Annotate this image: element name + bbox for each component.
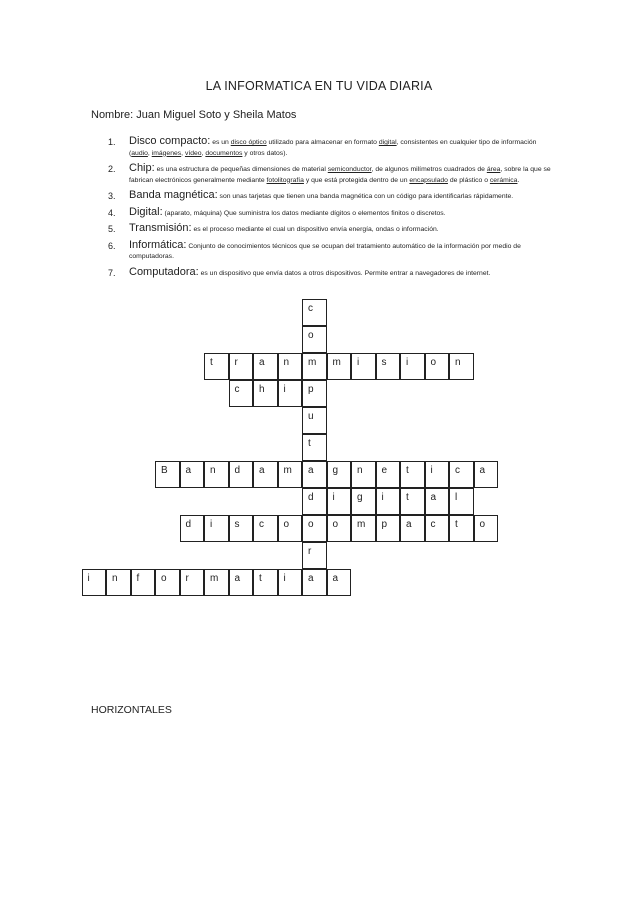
- crossword-cell: i: [204, 515, 229, 542]
- crossword-cell: t: [449, 515, 474, 542]
- definition-link-text: vídeo: [184, 149, 202, 157]
- definition-link-text: semiconductor: [327, 166, 372, 173]
- definition-text: .: [517, 176, 520, 184]
- crossword-cell: u: [302, 407, 327, 434]
- crossword-cell: r: [180, 569, 205, 596]
- crossword-cell: i: [425, 461, 450, 488]
- definition-text: de plástico o: [447, 176, 490, 184]
- crossword-cell: i: [278, 569, 303, 596]
- crossword-cell: i: [327, 488, 352, 515]
- crossword-cell: d: [229, 461, 254, 488]
- crossword-cell: o: [278, 515, 303, 542]
- crossword-cell: a: [253, 353, 278, 380]
- crossword-cell: o: [474, 515, 499, 542]
- definition-link-text: audio: [131, 149, 148, 157]
- crossword-cell: n: [278, 353, 303, 380]
- crossword-cell: m: [327, 353, 352, 380]
- definition-text: ,: [147, 149, 152, 157]
- definition-number: 1.: [108, 137, 116, 147]
- definition-text: es una estructura de pequeñas dimensiones de material: [154, 166, 328, 173]
- definition-text: es un: [210, 139, 231, 146]
- definition-number: 5.: [108, 224, 116, 234]
- crossword-cell: m: [278, 461, 303, 488]
- crossword-cell: s: [229, 515, 254, 542]
- crossword-cell: a: [400, 515, 425, 542]
- crossword-cell: n: [106, 569, 131, 596]
- definition-text: Conjunto de conocimientos técnicos que se ocupan del tratamiento automático de la información por medio de computadoras.: [129, 242, 521, 260]
- definition-term: Informática:: [129, 238, 187, 251]
- crossword-cell: a: [302, 461, 327, 488]
- crossword-cell: t: [400, 488, 425, 515]
- crossword-cell: m: [204, 569, 229, 596]
- definition-term: Transmisión:: [129, 222, 192, 234]
- crossword-cell: d: [180, 515, 205, 542]
- definition-text: es un dispositivo que envía datos a otros dispositivos. Permite entrar a navegadores de internet.: [198, 269, 491, 277]
- crossword-cell: i: [351, 353, 376, 380]
- definition-link-text: documentos: [205, 149, 243, 157]
- definition-text: es el proceso mediante el cual un dispositivo envía energía, ondas o información.: [191, 226, 439, 233]
- crossword-cell: t: [302, 434, 327, 461]
- crossword-cell: n: [449, 353, 474, 380]
- crossword-cell: t: [253, 569, 278, 596]
- definition-number: 6.: [108, 240, 116, 251]
- crossword-cell: l: [449, 488, 474, 515]
- definition-link-text: fotolitografía: [266, 176, 304, 184]
- crossword-cell: a: [180, 461, 205, 488]
- crossword-cell: d: [302, 488, 327, 515]
- definition-term: Banda magnética:: [129, 189, 218, 201]
- student-names: Nombre: Juan Miguel Soto y Sheila Matos: [91, 109, 297, 121]
- crossword-cell: n: [204, 461, 229, 488]
- definition-link-text: cerámica: [489, 176, 518, 184]
- definition-term: Disco compacto:: [129, 135, 211, 147]
- crossword-cell: t: [400, 461, 425, 488]
- crossword-cell: c: [425, 515, 450, 542]
- crossword-cell: c: [253, 515, 278, 542]
- crossword-cell: i: [82, 569, 107, 596]
- crossword-cell: B: [155, 461, 180, 488]
- crossword-cell: n: [351, 461, 376, 488]
- definition-number: 3.: [108, 191, 116, 201]
- definition-text: utilizado para almacenar en formato: [266, 139, 379, 146]
- crossword-cell: g: [351, 488, 376, 515]
- crossword-cell: i: [400, 353, 425, 380]
- crossword-cell: i: [278, 380, 303, 407]
- definition-text: (aparato, máquina) Que suministra los datos mediante dígitos o elementos finitos o discretos.: [162, 209, 446, 217]
- crossword-cell: a: [474, 461, 499, 488]
- definition-text: , de algunos milímetros cuadrados de: [371, 166, 487, 173]
- definition-number: 4.: [108, 207, 116, 218]
- definition-link-text: encapsulado: [409, 176, 448, 184]
- crossword-cell: s: [376, 353, 401, 380]
- crossword-cell: c: [449, 461, 474, 488]
- definition-text: ,: [201, 149, 206, 157]
- page-title: LA INFORMATICA EN TU VIDA DIARIA: [205, 79, 433, 93]
- definition-text: , consistentes en cualquier tipo de información (: [129, 139, 537, 157]
- crossword-cell: r: [229, 353, 254, 380]
- definition-text: y otros datos).: [242, 149, 288, 157]
- definition-link-text: área: [486, 166, 501, 173]
- crossword-cell: m: [351, 515, 376, 542]
- crossword-cell: a: [327, 569, 352, 596]
- crossword-cell: p: [302, 380, 327, 407]
- crossword-cell: o: [302, 326, 327, 353]
- crossword-cell: a: [302, 569, 327, 596]
- crossword-cell: i: [376, 488, 401, 515]
- definition-link-text: disco óptico: [230, 139, 267, 146]
- crossword-cell: a: [425, 488, 450, 515]
- definition-number: 7.: [108, 267, 116, 278]
- crossword-cell: o: [425, 353, 450, 380]
- crossword-cell: p: [376, 515, 401, 542]
- crossword-cell: g: [327, 461, 352, 488]
- definition-number: 2.: [108, 164, 116, 174]
- definition-term: Chip:: [129, 162, 155, 174]
- definition-text: ,: [181, 149, 185, 157]
- definition-term: Digital:: [129, 205, 163, 218]
- crossword-cell: c: [229, 380, 254, 407]
- crossword-cell: e: [376, 461, 401, 488]
- definition-term: Computadora:: [129, 265, 199, 278]
- definition-text: y que está protegida dentro de un: [303, 176, 410, 184]
- crossword-cell: o: [327, 515, 352, 542]
- definition-text: son unas tarjetas que tienen una banda magnética con un código para identificarlas rápidamente.: [217, 193, 514, 200]
- crossword-cell: c: [302, 299, 327, 326]
- crossword-cell: r: [302, 542, 327, 569]
- crossword-cell: f: [131, 569, 156, 596]
- crossword-cell: o: [302, 515, 327, 542]
- definition-text: , sobre la que se fabrican electrónicos generalmente mediante: [129, 166, 551, 184]
- crossword-cell: t: [204, 353, 229, 380]
- horizontales-heading: HORIZONTALES: [91, 704, 172, 716]
- definition-link-text: imágenes: [151, 149, 182, 157]
- crossword-cell: h: [253, 380, 278, 407]
- definition-link-text: digital: [378, 139, 397, 146]
- crossword-cell: a: [253, 461, 278, 488]
- crossword-cell: m: [302, 353, 327, 380]
- crossword-cell: o: [155, 569, 180, 596]
- crossword-cell: a: [229, 569, 254, 596]
